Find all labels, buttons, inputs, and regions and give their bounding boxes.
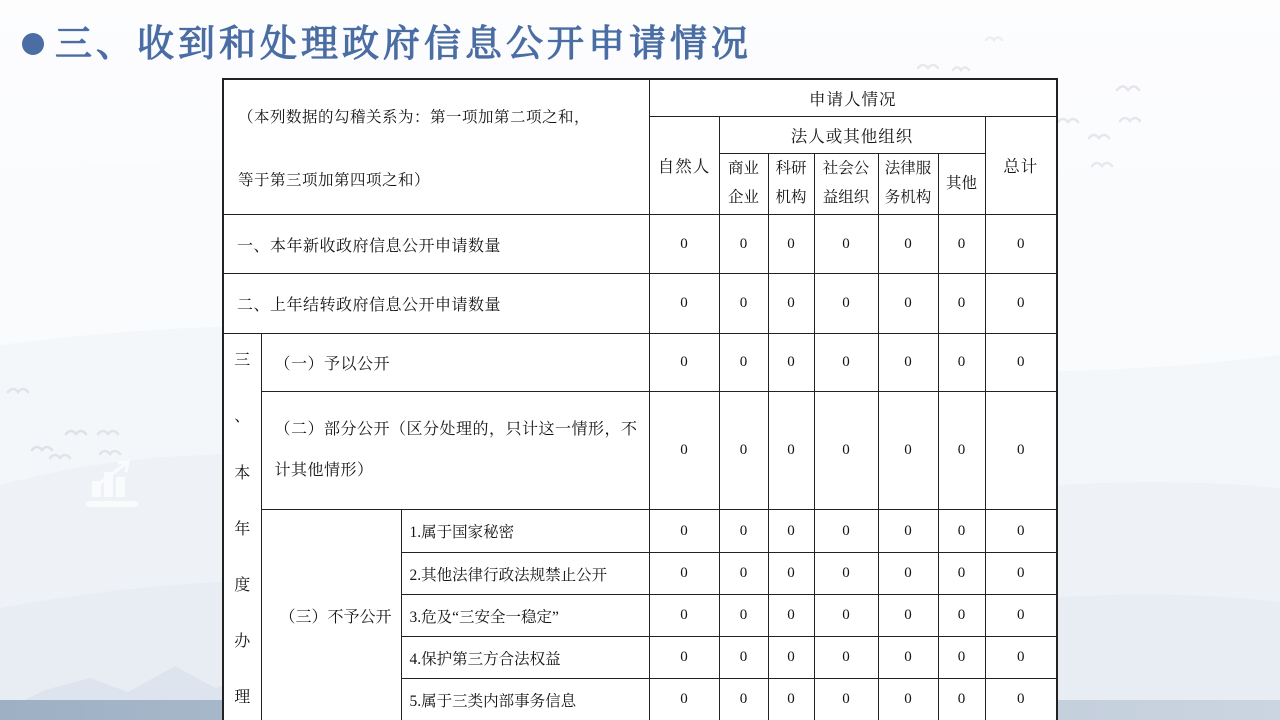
- value-cell: 0: [768, 334, 814, 392]
- applicant-status-header: 申请人情况: [649, 79, 1057, 116]
- value-cell: 0: [878, 679, 938, 720]
- value-cell: 0: [814, 595, 878, 637]
- org-col-header: 社会公益组织: [814, 154, 878, 215]
- note-line2: 等于第三项加第四项之和）: [238, 171, 431, 189]
- value-cell: 0: [985, 215, 1057, 274]
- value-cell: 0: [814, 679, 878, 720]
- value-cell: 0: [719, 215, 768, 274]
- value-cell: 0: [649, 510, 719, 553]
- table-row: [223, 334, 1057, 392]
- row-label: 5.属于三类内部事务信息: [401, 679, 649, 720]
- value-cell: 0: [878, 553, 938, 595]
- value-cell: 0: [768, 679, 814, 720]
- value-cell: 0: [938, 595, 985, 637]
- refuse-disclosure-label: （三）不予公开: [261, 510, 401, 720]
- value-cell: 0: [814, 274, 878, 334]
- row-label: 2.其他法律行政法规禁止公开: [401, 553, 649, 595]
- org-col-header: 商业企业: [719, 154, 768, 215]
- value-cell: 0: [768, 553, 814, 595]
- value-cell: 0: [768, 392, 814, 510]
- value-cell: 0: [878, 274, 938, 334]
- table-row: [223, 79, 1057, 116]
- row-label: 二、上年结转政府信息公开申请数量: [223, 274, 649, 334]
- value-cell: 0: [768, 637, 814, 679]
- legal-org-header: 法人或其他组织: [719, 116, 985, 154]
- value-cell: 0: [985, 595, 1057, 637]
- table-row: [223, 274, 1057, 334]
- value-cell: 0: [768, 510, 814, 553]
- value-cell: 0: [768, 215, 814, 274]
- row-label: 4.保护第三方合法权益: [401, 637, 649, 679]
- value-cell: 0: [938, 334, 985, 392]
- row-label: （二）部分公开（区分处理的，只计这一情形，不计其他情形）: [261, 392, 649, 510]
- org-col-header: 科研机构: [768, 154, 814, 215]
- row-label: 3.危及“三安全一稳定”: [401, 595, 649, 637]
- value-cell: 0: [878, 215, 938, 274]
- value-cell: 0: [938, 637, 985, 679]
- value-cell: 0: [719, 595, 768, 637]
- org-col-header: 法律服务机构: [878, 154, 938, 215]
- value-cell: 0: [719, 637, 768, 679]
- value-cell: 0: [649, 215, 719, 274]
- value-cell: 0: [719, 392, 768, 510]
- value-cell: 0: [814, 392, 878, 510]
- slide-title: [22, 24, 752, 65]
- value-cell: 0: [649, 392, 719, 510]
- vertical-char: 度: [234, 576, 251, 594]
- value-cell: 0: [938, 392, 985, 510]
- value-cell: 0: [985, 392, 1057, 510]
- row-label: （一）予以公开: [261, 334, 649, 392]
- value-cell: 0: [938, 679, 985, 720]
- value-cell: 0: [719, 274, 768, 334]
- title-bullet-icon: [22, 33, 44, 55]
- vertical-char: 、: [234, 408, 251, 426]
- value-cell: 0: [814, 637, 878, 679]
- value-cell: 0: [878, 595, 938, 637]
- vertical-char: 年: [234, 520, 251, 538]
- value-cell: 0: [719, 553, 768, 595]
- value-cell: 0: [719, 510, 768, 553]
- value-cell: 0: [878, 637, 938, 679]
- vertical-char: 理: [234, 689, 251, 707]
- row-label: 一、本年新收政府信息公开申请数量: [223, 215, 649, 274]
- value-cell: 0: [985, 553, 1057, 595]
- row-label: 1.属于国家秘密: [401, 510, 649, 553]
- value-cell: 0: [938, 215, 985, 274]
- value-cell: 0: [719, 679, 768, 720]
- total-header: 总计: [985, 116, 1057, 215]
- value-cell: 0: [878, 334, 938, 392]
- value-cell: 0: [649, 274, 719, 334]
- value-cell: 0: [985, 679, 1057, 720]
- value-cell: 0: [814, 510, 878, 553]
- value-cell: 0: [649, 637, 719, 679]
- value-cell: 0: [814, 553, 878, 595]
- note-line1: （本列数据的勾稽关系为：第一项加第二项之和，: [238, 108, 591, 126]
- vertical-char: 办: [234, 633, 251, 651]
- value-cell: 0: [938, 553, 985, 595]
- note-cell: [223, 79, 649, 215]
- year-handling-vertical-label: [223, 334, 261, 720]
- value-cell: 0: [938, 510, 985, 553]
- title-text: 三、收到和处理政府信息公开申请情况: [55, 23, 752, 64]
- table-row: [223, 215, 1057, 274]
- value-cell: 0: [814, 215, 878, 274]
- value-cell: 0: [649, 334, 719, 392]
- vertical-char: 本: [234, 464, 251, 482]
- natural-person-header: 自然人: [649, 116, 719, 215]
- value-cell: 0: [768, 595, 814, 637]
- value-cell: 0: [878, 510, 938, 553]
- value-cell: 0: [938, 274, 985, 334]
- table-row: [223, 392, 1057, 510]
- value-cell: 0: [719, 334, 768, 392]
- value-cell: 0: [878, 392, 938, 510]
- org-col-header: 其他: [938, 154, 985, 215]
- report-table: [222, 78, 1058, 720]
- vertical-char: 三: [234, 352, 251, 370]
- value-cell: 0: [985, 274, 1057, 334]
- value-cell: 0: [768, 274, 814, 334]
- value-cell: 0: [649, 595, 719, 637]
- value-cell: 0: [985, 510, 1057, 553]
- table-row: [223, 510, 1057, 553]
- value-cell: 0: [649, 553, 719, 595]
- value-cell: 0: [985, 637, 1057, 679]
- value-cell: 0: [985, 334, 1057, 392]
- value-cell: 0: [649, 679, 719, 720]
- value-cell: 0: [814, 334, 878, 392]
